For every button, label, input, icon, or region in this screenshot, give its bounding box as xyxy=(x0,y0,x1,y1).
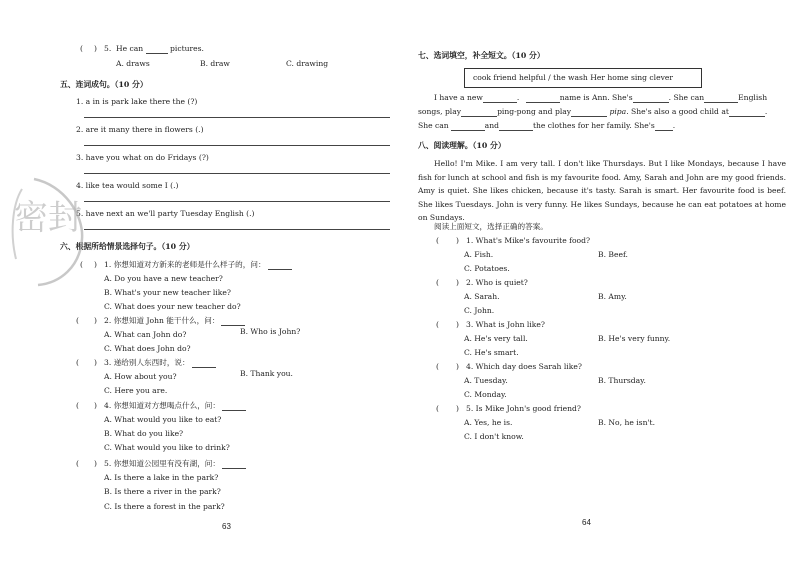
cloze-line-2: songs, play ping-pong and play pipa. She's also a good child at . xyxy=(418,107,768,116)
fill-blank[interactable] xyxy=(461,108,497,117)
fill-blank[interactable] xyxy=(222,460,246,469)
page-number: 63 xyxy=(222,522,231,531)
fill-blank[interactable] xyxy=(222,402,246,411)
answer-paren-open: ( xyxy=(436,236,439,245)
answer-paren-close: ) xyxy=(456,320,459,329)
question-stem: 4. 你想知道对方想喝点什么，问： xyxy=(104,401,246,411)
option-c: C. He's smart. xyxy=(464,348,519,357)
answer-paren-open: ( xyxy=(436,404,439,413)
fill-blank[interactable] xyxy=(451,122,485,131)
answer-paren-open: ( xyxy=(436,278,439,287)
reading-passage: Hello! I'm Mike. I am very tall. I don't like Thursdays. But I like Mondays, because I have fish for lunch at school and fish is my favourite food. Amy, Sarah and John are my good friends. Amy is quiet. She likes chicken, because it's tasty. Sarah is smart. Her favourite food is beef. She likes Tuesdays. John is very funny. He likes Sundays, because he can eat potatoes at home on Sundays. xyxy=(418,159,786,223)
option-a: A. What can John do? xyxy=(104,330,187,339)
reorder-item: 4. like tea would some I (.) xyxy=(76,181,179,190)
option-c: C. What would you like to drink? xyxy=(104,443,230,452)
answer-line[interactable] xyxy=(84,145,390,146)
option-a: A. Sarah. xyxy=(464,292,500,301)
seal-stamp-icon xyxy=(4,175,86,287)
fill-blank[interactable] xyxy=(192,359,216,368)
answer-paren-open: ( xyxy=(76,459,79,468)
option-c: C. What does your new teacher do? xyxy=(104,302,241,311)
question-stem: 2. Who is quiet? xyxy=(466,278,528,287)
answer-paren-close: ) xyxy=(94,401,97,410)
word-bank-box xyxy=(464,68,702,88)
cloze-line-3: She can and the clothes for her family. She's . xyxy=(418,121,676,130)
option-a: A. Yes, he is. xyxy=(464,418,513,427)
option-c: C. I don't know. xyxy=(464,432,524,441)
option-b: B. What do you like? xyxy=(104,429,184,438)
question-number: 5. xyxy=(104,44,112,53)
answer-paren-close: ) xyxy=(456,236,459,245)
option-b: B. Beef. xyxy=(598,250,628,259)
fill-blank[interactable] xyxy=(704,94,738,103)
cloze-line-1: I have a new . name is Ann. She's . She can English xyxy=(434,93,768,102)
fill-blank[interactable] xyxy=(146,45,168,54)
fill-blank[interactable] xyxy=(655,122,673,131)
option-b: B. Amy. xyxy=(598,292,627,301)
section-7-title: 七、选词填空，补全短文。（10 分） xyxy=(418,51,545,60)
answer-paren-open: ( xyxy=(76,401,79,410)
answer-paren-open: ( xyxy=(80,44,83,53)
answer-line[interactable] xyxy=(84,173,390,174)
question-stem: 1. What's Mike's favourite food? xyxy=(466,236,591,245)
question-stem: 4. Which day does Sarah like? xyxy=(466,362,582,371)
option-a: A. Fish. xyxy=(464,250,494,259)
option-a: A. Do you have a new teacher? xyxy=(104,274,223,283)
stamp-text: 密封 xyxy=(14,198,82,238)
fill-blank[interactable] xyxy=(729,108,765,117)
answer-paren-open: ( xyxy=(80,260,83,269)
option-b: B. Thursday. xyxy=(598,376,646,385)
option-b: B. draw xyxy=(200,59,230,68)
answer-paren-close: ) xyxy=(94,358,97,367)
option-c: C. Monday. xyxy=(464,390,507,399)
reorder-item: 3. have you what on do Fridays (?) xyxy=(76,153,209,162)
answer-line[interactable] xyxy=(84,229,390,230)
question-stem: 3. What is John like? xyxy=(466,320,545,329)
option-a: A. He's very tall. xyxy=(464,334,528,343)
section-6-title: 六、根据所给情景选择句子。（10 分） xyxy=(60,242,195,251)
answer-paren-open: ( xyxy=(436,362,439,371)
page-number: 64 xyxy=(582,518,591,527)
word-bank: cook friend helpful / the wash Her home sing clever xyxy=(473,73,674,82)
option-b: B. He's very funny. xyxy=(598,334,671,343)
question-stem: He can pictures. xyxy=(116,44,204,53)
option-a: A. How about you? xyxy=(104,372,177,381)
answer-paren-open: ( xyxy=(76,316,79,325)
section-5-title: 五、连词成句。（10 分） xyxy=(60,80,148,89)
question-stem: 5. 你想知道公园里有没有湖，问： xyxy=(104,459,246,469)
option-a: A. Is there a lake in the park? xyxy=(104,473,219,482)
answer-paren-close: ) xyxy=(94,459,97,468)
fill-blank[interactable] xyxy=(483,94,517,103)
answer-paren-open: ( xyxy=(76,358,79,367)
fill-blank[interactable] xyxy=(571,108,607,117)
question-stem: 2. 你想知道 John 能干什么，问： xyxy=(104,316,245,326)
fill-blank[interactable] xyxy=(526,94,560,103)
question-stem: 5. Is Mike John's good friend? xyxy=(466,404,581,413)
option-b: B. Who is John? xyxy=(240,327,301,336)
page-64 xyxy=(400,0,800,566)
option-a: A. draws xyxy=(116,59,150,68)
option-c: C. John. xyxy=(464,306,495,315)
answer-paren-close: ) xyxy=(456,278,459,287)
reorder-item: 2. are it many there in flowers (.) xyxy=(76,125,204,134)
option-c: C. Is there a forest in the park? xyxy=(104,502,225,511)
option-c: C. Here you are. xyxy=(104,386,168,395)
option-a: A. What would you like to eat? xyxy=(104,415,222,424)
question-stem: 1. 你想知道对方新来的老师是什么样子的，问： xyxy=(104,260,292,270)
option-b: B. No, he isn't. xyxy=(598,418,656,427)
fill-blank[interactable] xyxy=(633,94,669,103)
answer-paren-close: ) xyxy=(456,404,459,413)
fill-blank[interactable] xyxy=(221,317,245,326)
answer-line[interactable] xyxy=(84,201,390,202)
answer-paren-close: ) xyxy=(94,44,97,53)
reading-instruction: 阅读上面短文，选择正确的答案。 xyxy=(434,222,548,231)
fill-blank[interactable] xyxy=(499,122,533,131)
option-b: B. Is there a river in the park? xyxy=(104,487,221,496)
question-stem: 3. 递给别人东西时，说： xyxy=(104,358,216,368)
option-b: B. What's your new teacher like? xyxy=(104,288,231,297)
answer-line[interactable] xyxy=(84,117,390,118)
option-b: B. Thank you. xyxy=(240,369,293,378)
answer-paren-close: ) xyxy=(94,316,97,325)
option-a: A. Tuesday. xyxy=(464,376,508,385)
fill-blank[interactable] xyxy=(268,261,292,270)
answer-paren-close: ) xyxy=(94,260,97,269)
reorder-item: 5. have next an we'll party Tuesday English (.) xyxy=(76,209,255,218)
answer-paren-close: ) xyxy=(456,362,459,371)
option-c: C. Potatoes. xyxy=(464,264,510,273)
option-c: C. drawing xyxy=(286,59,329,68)
section-8-title: 八、阅读理解。（10 分） xyxy=(418,141,506,150)
reorder-item: 1. a in is park lake there the (?) xyxy=(76,97,198,106)
option-c: C. What does John do? xyxy=(104,344,191,353)
answer-paren-open: ( xyxy=(436,320,439,329)
